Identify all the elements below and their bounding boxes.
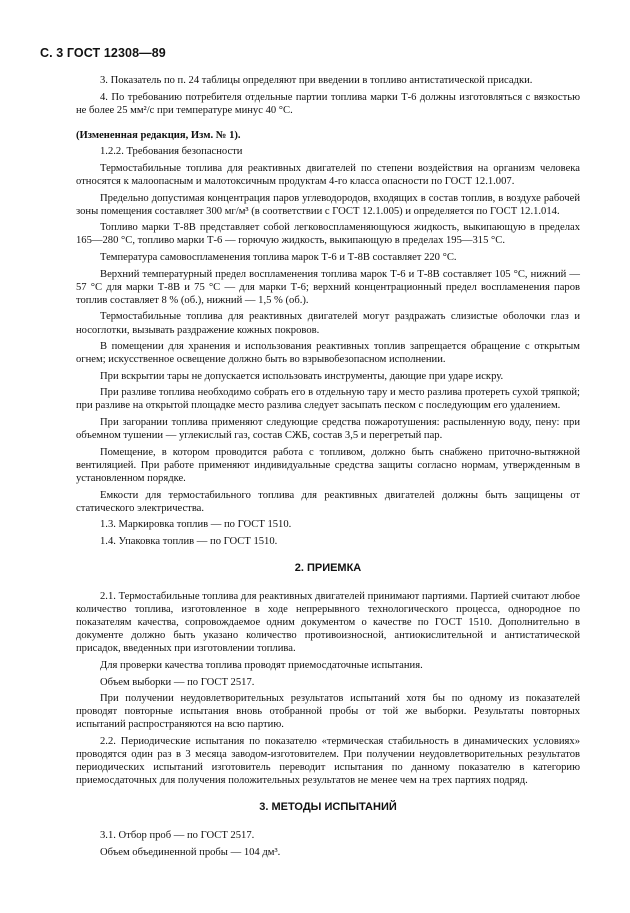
acceptance-paragraph: Объем выборки — по ГОСТ 2517. <box>100 676 255 688</box>
section-2-heading: 2. ПРИЕМКА <box>294 561 362 574</box>
section-1-2-2-title: 1.2.2. Требования безопасности <box>100 146 243 158</box>
safety-paragraph: Термостабильные топлива для реактивных двигателей могут раздражать слизистые оболочки глаз и носоглотки, вызывать раздражение кожных покровов. <box>76 311 580 336</box>
safety-paragraph: Термостабильные топлива для реактивных двигателей по степени воздействия на организм человека относятся к малоопасным и малотоксичным продуктам 4-го класса опасности по ГОСТ 12.1.007. <box>76 162 580 188</box>
acceptance-paragraph: 2.2. Периодические испытания по показателю «термическая стабильность в динамических условиях» проводятся один раз в 3 месяца заводом-изготовителем. При получении неудовлетворительных результатов периодических испытаний изготовитель переводит испытания по данному показателю в категорию приемосдаточных для получения положительных результатов не менее чем на трех партиях подряд. <box>76 735 580 787</box>
safety-paragraph: Верхний температурный предел воспламенения топлива марок Т-6 и Т-8В составляет 105 °С, нижний — 57 °С для марки Т-8В и 75 °С — для марки Т-6; верхний концентрационный предел воспламенения паров топлив составляет 8 % (об.), нижний — 1,5 % (об.). <box>76 268 580 306</box>
section-1-3: 1.3. Маркировка топлив — по ГОСТ 1510. <box>100 519 292 531</box>
safety-paragraph: Предельно допустимая концентрация паров углеводородов, входящих в состав топлив, в воздухе рабочей зоны помещения составляет 300 мг/м³ (в соответствии с ГОСТ 12.1.005) и определяется по ГОСТ 12.1.014. <box>76 192 580 217</box>
note-3: 3. Показатель по п. 24 таблицы определяют при введении в топливо антистатической присадки. <box>100 75 533 86</box>
section-3-heading: 3. МЕТОДЫ ИСПЫТАНИЙ <box>259 801 397 814</box>
safety-paragraph: В помещении для хранения и использования реактивных топлив запрещается обращение с открытым огнем; искусственное освещение должно быть во взрывобезопасном исполнении. <box>76 341 580 366</box>
document-body <box>76 74 580 863</box>
page-header: С. 3 ГОСТ 12308—89 <box>40 46 166 60</box>
acceptance-paragraph: 2.1. Термостабильные топлива для реактивных двигателей принимают партиями. Партией считают любое количество топлива, изготовленное в ходе непрерывного технологического процесса, однородное по показателям качества, сопровождаемое одним документом о качестве по ГОСТ 1510. Дополнительно в документе должно быть указано количество противоизносной, антиокислительной и антистатической присадок, введенных при изготовлении топлива. <box>76 591 580 655</box>
methods-paragraph: 3.1. Отбор проб — по ГОСТ 2517. <box>100 830 255 842</box>
acceptance-paragraph: При получении неудовлетворительных результатов испытаний хотя бы по одному из показателей проводят повторные испытания вновь отобранной пробы от той же выборки. Результаты повторных испытаний распространяются на всю партию. <box>76 693 580 731</box>
safety-paragraph: Температура самовоспламенения топлива марок Т-6 и Т-8В составляет 220 °С. <box>100 252 457 264</box>
section-1-4: 1.4. Упаковка топлив — по ГОСТ 1510. <box>100 535 278 547</box>
safety-paragraph: При вскрытии тары не допускается использовать инструменты, дающие при ударе искру. <box>100 370 504 382</box>
safety-paragraph: Емкости для термостабильного топлива для реактивных двигателей должны быть защищены от статического электричества. <box>76 489 580 514</box>
safety-paragraph: Помещение, в котором проводится работа с топливом, должно быть снабжено приточно-вытяжной вентиляцией. При работе применяют индивидуальные средства защиты согласно нормам, утвержденным в установленном порядке. <box>76 446 580 484</box>
acceptance-paragraph: Для проверки качества топлива проводят приемосдаточные испытания. <box>100 659 423 671</box>
safety-paragraph: При загорании топлива применяют следующие средства пожаротушения: распыленную воду, пену: при объемном тушении — углекислый газ, состав СЖБ, состав 3,5 и перегретый пар. <box>76 417 580 442</box>
safety-paragraph: Топливо марки Т-8В представляет собой легковоспламеняющуюся жидкость, выкипающую в пределах 165—280 °С, топливо марки Т-6 — горючую жидкость, выкипающую в пределах 195—315 °С. <box>76 222 580 247</box>
methods-paragraph: Объем объединенной пробы — 104 дм³. <box>100 847 281 858</box>
edition-note: (Измененная редакция, Изм. № 1). <box>76 129 241 141</box>
safety-paragraph: При разливе топлива необходимо собрать его в отдельную тару и место разлива протереть сухой тряпкой; при разливе на открытой площадке место разлива следует засыпать песком с последующим его удалением. <box>76 387 580 412</box>
note-4: 4. По требованию потребителя отдельные партии топлива марки Т-6 должны изготовляться с вязкостью не более 25 мм²/с при температуре минус 40 °С. <box>76 91 580 116</box>
